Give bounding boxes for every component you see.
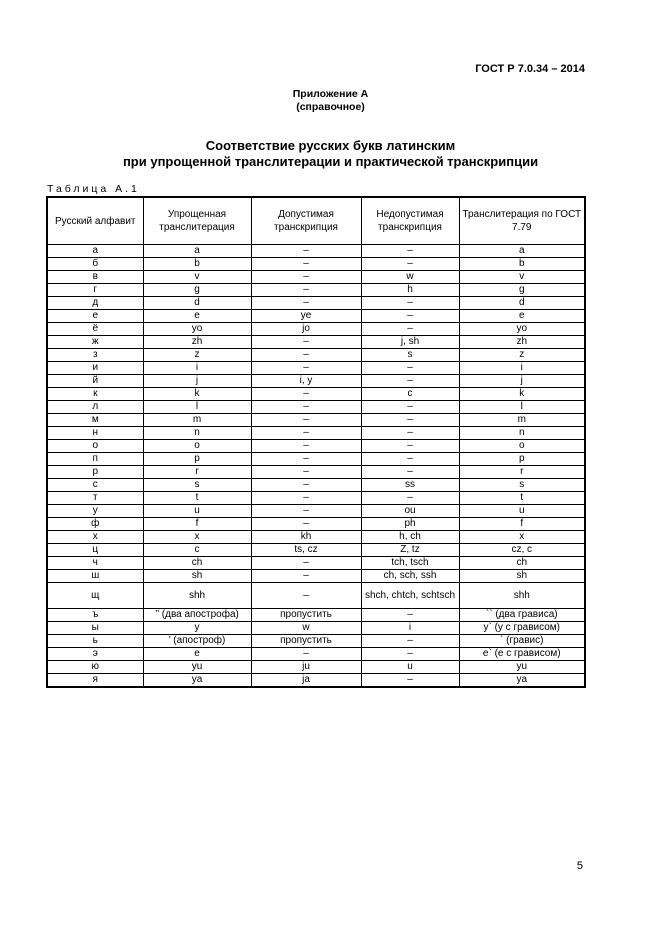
cell-acceptable-value: – <box>251 570 361 583</box>
cell-russian-letter: в <box>47 271 143 284</box>
cell-russian-letter: к <box>47 388 143 401</box>
cell-gost-value: g <box>459 284 585 297</box>
table-row <box>47 648 585 661</box>
cell-russian-letter: х <box>47 531 143 544</box>
cell-gost-value: n <box>459 427 585 440</box>
cell-gost-value: yo <box>459 323 585 336</box>
cell-gost-value: yu <box>459 661 585 674</box>
cell-gost-value: i <box>459 362 585 375</box>
cell-acceptable-value: – <box>251 518 361 531</box>
cell-unacceptable-value: – <box>361 310 459 323</box>
table-row <box>47 440 585 453</box>
cell-russian-letter: ю <box>47 661 143 674</box>
cell-gost-value: z <box>459 349 585 362</box>
cell-simplified-value: p <box>143 453 251 466</box>
cell-gost-value: `` (два грависа) <box>459 609 585 622</box>
cell-simplified-value: m <box>143 414 251 427</box>
cell-gost-value: ya <box>459 674 585 688</box>
cell-simplified-value: c <box>143 544 251 557</box>
cell-russian-letter: г <box>47 284 143 297</box>
table-row <box>47 323 585 336</box>
cell-acceptable-value: – <box>251 388 361 401</box>
cell-simplified-value: sh <box>143 570 251 583</box>
cell-gost-value: sh <box>459 570 585 583</box>
cell-russian-letter: а <box>47 245 143 258</box>
cell-acceptable-value: i, y <box>251 375 361 388</box>
cell-simplified-value: b <box>143 258 251 271</box>
document-title <box>0 138 661 170</box>
cell-acceptable-value: пропустить <box>251 609 361 622</box>
cell-gost-value: ch <box>459 557 585 570</box>
cell-simplified-value: shh <box>143 583 251 609</box>
table-row <box>47 245 585 258</box>
table-row <box>47 271 585 284</box>
cell-acceptable-value: ja <box>251 674 361 688</box>
header-acceptable-transcription: Допустимая транскрипция <box>251 197 361 245</box>
cell-simplified-value: k <box>143 388 251 401</box>
table-row <box>47 674 585 688</box>
cell-russian-letter: э <box>47 648 143 661</box>
cell-russian-letter: н <box>47 427 143 440</box>
cell-simplified-value: yu <box>143 661 251 674</box>
cell-russian-letter: ь <box>47 635 143 648</box>
cell-gost-value: ` (гравис) <box>459 635 585 648</box>
appendix-heading <box>0 88 661 114</box>
cell-unacceptable-value: – <box>361 323 459 336</box>
cell-unacceptable-value: s <box>361 349 459 362</box>
cell-simplified-value: yo <box>143 323 251 336</box>
cell-simplified-value: f <box>143 518 251 531</box>
cell-acceptable-value: пропустить <box>251 635 361 648</box>
cell-unacceptable-value: h, ch <box>361 531 459 544</box>
table-row <box>47 479 585 492</box>
table-row <box>47 492 585 505</box>
cell-russian-letter: с <box>47 479 143 492</box>
cell-gost-value: y` (у с грависом) <box>459 622 585 635</box>
cell-acceptable-value: – <box>251 349 361 362</box>
cell-acceptable-value: – <box>251 336 361 349</box>
cell-russian-letter: я <box>47 674 143 688</box>
cell-simplified-value: a <box>143 245 251 258</box>
cell-russian-letter: т <box>47 492 143 505</box>
table-row <box>47 505 585 518</box>
cell-russian-letter: р <box>47 466 143 479</box>
cell-russian-letter: ж <box>47 336 143 349</box>
cell-russian-letter: п <box>47 453 143 466</box>
cell-simplified-value: n <box>143 427 251 440</box>
cell-unacceptable-value: w <box>361 271 459 284</box>
cell-gost-value: j <box>459 375 585 388</box>
table-row <box>47 453 585 466</box>
cell-gost-value: shh <box>459 583 585 609</box>
cell-simplified-value: s <box>143 479 251 492</box>
cell-gost-value: e <box>459 310 585 323</box>
cell-acceptable-value: kh <box>251 531 361 544</box>
cell-acceptable-value: – <box>251 271 361 284</box>
cell-simplified-value: y <box>143 622 251 635</box>
cell-unacceptable-value: – <box>361 609 459 622</box>
cell-simplified-value: ya <box>143 674 251 688</box>
cell-unacceptable-value: – <box>361 648 459 661</box>
cell-unacceptable-value: – <box>361 440 459 453</box>
cell-gost-value: cz, c <box>459 544 585 557</box>
cell-acceptable-value: – <box>251 414 361 427</box>
cell-unacceptable-value: tch, tsch <box>361 557 459 570</box>
cell-russian-letter: ё <box>47 323 143 336</box>
cell-acceptable-value: – <box>251 479 361 492</box>
cell-gost-value: l <box>459 401 585 414</box>
title-line-1: Соответствие русских букв латинским <box>205 138 456 153</box>
cell-unacceptable-value: – <box>361 258 459 271</box>
transliteration-table <box>46 196 586 688</box>
cell-unacceptable-value: j, sh <box>361 336 459 349</box>
table-row <box>47 661 585 674</box>
cell-acceptable-value: – <box>251 648 361 661</box>
cell-unacceptable-value: – <box>361 401 459 414</box>
cell-unacceptable-value: – <box>361 245 459 258</box>
table-row <box>47 544 585 557</box>
cell-russian-letter: ы <box>47 622 143 635</box>
cell-unacceptable-value: ss <box>361 479 459 492</box>
cell-acceptable-value: – <box>251 284 361 297</box>
cell-acceptable-value: ju <box>251 661 361 674</box>
cell-acceptable-value: – <box>251 401 361 414</box>
cell-gost-value: s <box>459 479 585 492</box>
cell-simplified-value: d <box>143 297 251 310</box>
table-row <box>47 336 585 349</box>
cell-gost-value: d <box>459 297 585 310</box>
cell-simplified-value: ’’ (два апострофа) <box>143 609 251 622</box>
header-russian-alphabet: Русский алфавит <box>47 197 143 245</box>
cell-russian-letter: и <box>47 362 143 375</box>
cell-acceptable-value: jo <box>251 323 361 336</box>
cell-simplified-value: i <box>143 362 251 375</box>
cell-russian-letter: з <box>47 349 143 362</box>
cell-simplified-value: r <box>143 466 251 479</box>
cell-simplified-value: g <box>143 284 251 297</box>
cell-simplified-value: ch <box>143 557 251 570</box>
cell-unacceptable-value: u <box>361 661 459 674</box>
cell-acceptable-value: – <box>251 440 361 453</box>
cell-gost-value: a <box>459 245 585 258</box>
cell-unacceptable-value: – <box>361 453 459 466</box>
page-number: 5 <box>576 860 583 872</box>
cell-russian-letter: ш <box>47 570 143 583</box>
cell-gost-value: k <box>459 388 585 401</box>
cell-simplified-value: u <box>143 505 251 518</box>
cell-acceptable-value: – <box>251 297 361 310</box>
header-simplified-transliteration: Упрощенная транслитерация <box>143 197 251 245</box>
table-body <box>47 245 585 688</box>
cell-russian-letter: б <box>47 258 143 271</box>
table-row <box>47 557 585 570</box>
cell-unacceptable-value: – <box>361 635 459 648</box>
cell-simplified-value: t <box>143 492 251 505</box>
cell-gost-value: o <box>459 440 585 453</box>
cell-gost-value: x <box>459 531 585 544</box>
cell-unacceptable-value: – <box>361 427 459 440</box>
table-row <box>47 414 585 427</box>
cell-russian-letter: ъ <box>47 609 143 622</box>
cell-simplified-value: zh <box>143 336 251 349</box>
cell-russian-letter: л <box>47 401 143 414</box>
cell-russian-letter: у <box>47 505 143 518</box>
table-row <box>47 427 585 440</box>
cell-unacceptable-value: ch, sch, ssh <box>361 570 459 583</box>
cell-acceptable-value: – <box>251 258 361 271</box>
title-line-2: при упрощенной транслитерации и практической транскрипции <box>122 154 539 169</box>
cell-acceptable-value: – <box>251 362 361 375</box>
appendix-title: Приложение А <box>292 88 369 100</box>
table-row <box>47 297 585 310</box>
cell-gost-value: zh <box>459 336 585 349</box>
table-row <box>47 531 585 544</box>
cell-simplified-value: x <box>143 531 251 544</box>
cell-unacceptable-value: h <box>361 284 459 297</box>
table-row <box>47 388 585 401</box>
cell-gost-value: f <box>459 518 585 531</box>
cell-russian-letter: щ <box>47 583 143 609</box>
cell-gost-value: b <box>459 258 585 271</box>
appendix-subtitle: (справочное) <box>296 101 365 113</box>
table-row <box>47 284 585 297</box>
cell-gost-value: e` (е с грависом) <box>459 648 585 661</box>
cell-acceptable-value: – <box>251 583 361 609</box>
cell-unacceptable-value: – <box>361 362 459 375</box>
cell-simplified-value: j <box>143 375 251 388</box>
cell-acceptable-value: – <box>251 557 361 570</box>
cell-russian-letter: м <box>47 414 143 427</box>
cell-unacceptable-value: – <box>361 297 459 310</box>
cell-unacceptable-value: shch, chtch, schtsch <box>361 583 459 609</box>
header-gost-transliteration: Транслитерация по ГОСТ 7.79 <box>459 197 585 245</box>
cell-gost-value: u <box>459 505 585 518</box>
cell-russian-letter: ц <box>47 544 143 557</box>
cell-acceptable-value: – <box>251 492 361 505</box>
table-row <box>47 622 585 635</box>
table-row <box>47 401 585 414</box>
table-header-row <box>47 197 585 245</box>
table-row <box>47 518 585 531</box>
cell-unacceptable-value: – <box>361 492 459 505</box>
cell-simplified-value: e <box>143 648 251 661</box>
cell-acceptable-value: w <box>251 622 361 635</box>
cell-russian-letter: ф <box>47 518 143 531</box>
cell-simplified-value: ’ (апостроф) <box>143 635 251 648</box>
table-row <box>47 609 585 622</box>
cell-unacceptable-value: c <box>361 388 459 401</box>
cell-acceptable-value: ts, cz <box>251 544 361 557</box>
cell-acceptable-value: ye <box>251 310 361 323</box>
table-row <box>47 466 585 479</box>
cell-unacceptable-value: ph <box>361 518 459 531</box>
cell-russian-letter: д <box>47 297 143 310</box>
table-row <box>47 635 585 648</box>
table-row <box>47 570 585 583</box>
cell-unacceptable-value: i <box>361 622 459 635</box>
cell-acceptable-value: – <box>251 427 361 440</box>
table-row <box>47 375 585 388</box>
cell-simplified-value: e <box>143 310 251 323</box>
table-row <box>47 258 585 271</box>
table-row <box>47 362 585 375</box>
cell-unacceptable-value: – <box>361 674 459 688</box>
table-caption: Таблица А.1 <box>47 183 140 195</box>
table-row <box>47 583 585 609</box>
cell-gost-value: r <box>459 466 585 479</box>
cell-gost-value: m <box>459 414 585 427</box>
cell-gost-value: t <box>459 492 585 505</box>
cell-russian-letter: о <box>47 440 143 453</box>
cell-unacceptable-value: ou <box>361 505 459 518</box>
cell-simplified-value: z <box>143 349 251 362</box>
cell-unacceptable-value: – <box>361 414 459 427</box>
cell-unacceptable-value: – <box>361 466 459 479</box>
cell-simplified-value: v <box>143 271 251 284</box>
cell-gost-value: p <box>459 453 585 466</box>
cell-acceptable-value: – <box>251 245 361 258</box>
cell-simplified-value: o <box>143 440 251 453</box>
cell-russian-letter: ч <box>47 557 143 570</box>
cell-acceptable-value: – <box>251 505 361 518</box>
table-row <box>47 310 585 323</box>
table-row <box>47 349 585 362</box>
cell-acceptable-value: – <box>251 466 361 479</box>
cell-unacceptable-value: – <box>361 375 459 388</box>
cell-acceptable-value: – <box>251 453 361 466</box>
cell-russian-letter: й <box>47 375 143 388</box>
header-unacceptable-transcription: Недопустимая транскрипция <box>361 197 459 245</box>
cell-russian-letter: е <box>47 310 143 323</box>
cell-gost-value: v <box>459 271 585 284</box>
document-standard-number: ГОСТ Р 7.0.34 – 2014 <box>475 63 585 75</box>
cell-unacceptable-value: Z, tz <box>361 544 459 557</box>
cell-simplified-value: l <box>143 401 251 414</box>
